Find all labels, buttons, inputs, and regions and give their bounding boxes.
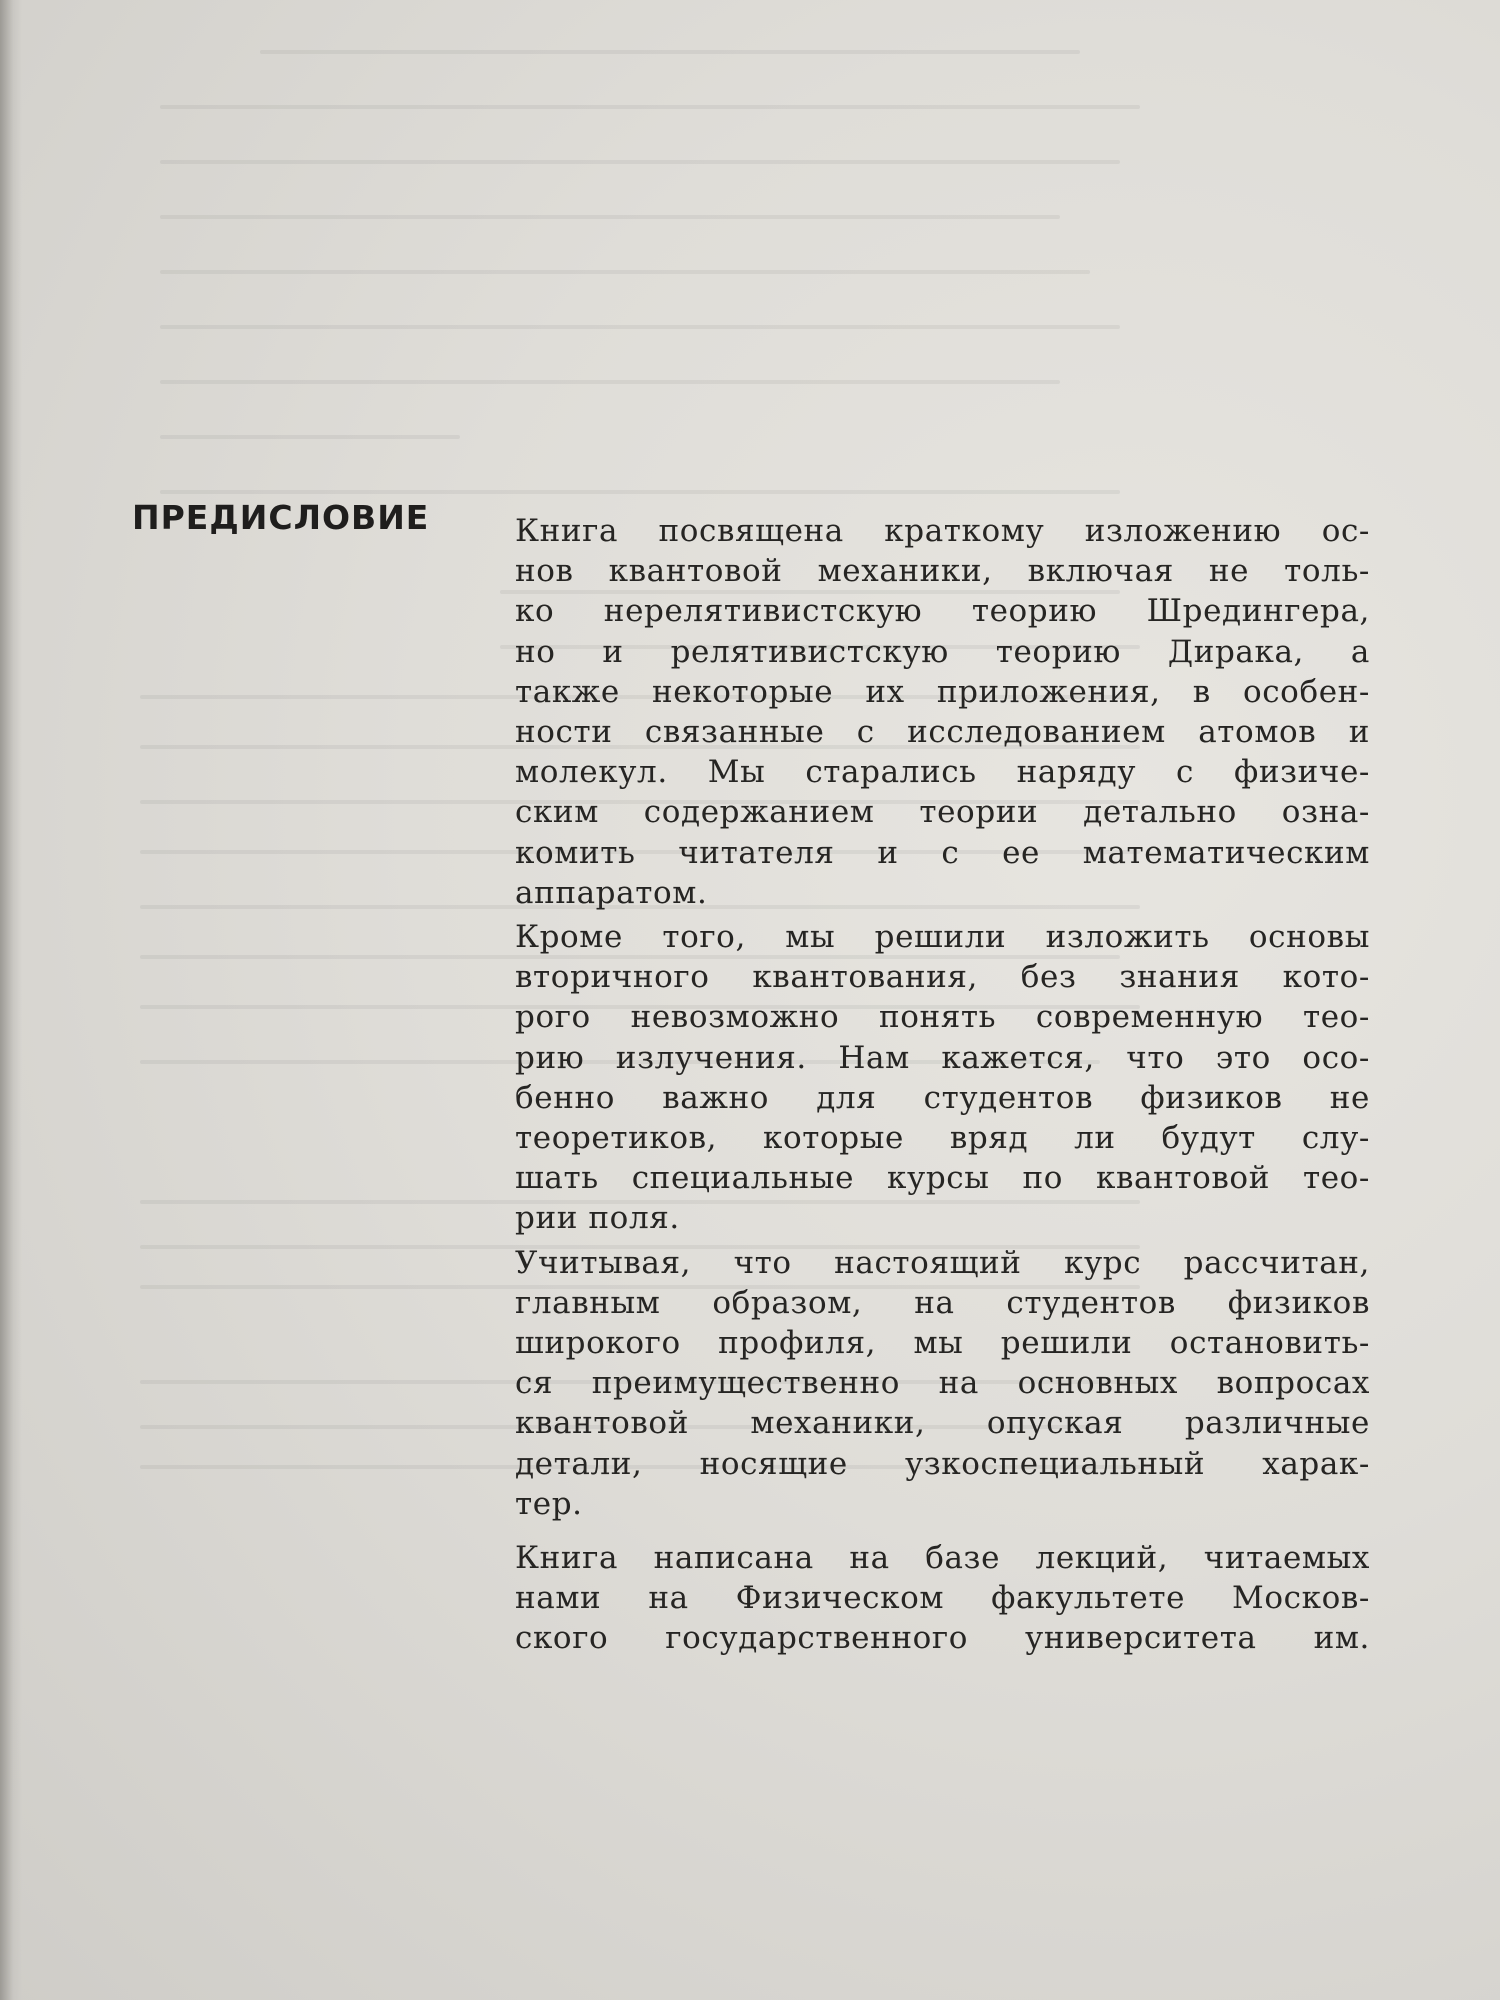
page-binding-edge — [0, 0, 22, 2000]
text-line: Учитывая, что настоящий курс рассчитан, — [515, 1244, 1370, 1281]
text-line: бенно важно для студентов физиков не — [515, 1079, 1370, 1116]
text-line: рию излучения. Нам кажется, что это осо- — [515, 1039, 1370, 1076]
text-line: нами на Физическом факультете Москов- — [515, 1580, 1370, 1617]
text-line: Книга написана на базе лекций, читаемых — [515, 1540, 1370, 1577]
paragraph-1 — [515, 511, 1370, 913]
text-line: Книга посвящена краткому изложению ос- — [515, 513, 1370, 549]
text-line: Кроме того, мы решили изложить основы — [515, 919, 1370, 956]
text-line: комить читателя и с ее математическим — [515, 834, 1370, 871]
text-line: ского государственного университета им. — [515, 1620, 1370, 1657]
text-line: нов квантовой механики, включая не толь- — [515, 553, 1370, 590]
text-line: ся преимущественно на основных вопросах — [515, 1365, 1370, 1402]
text-line: но и релятивистскую теорию Дирака, а — [515, 633, 1370, 670]
preface-body — [515, 511, 1370, 1659]
text-line: шать специальные курсы по квантовой тео- — [515, 1160, 1370, 1197]
text-line: ским содержанием теории детально озна- — [515, 794, 1370, 831]
text-line: широкого профиля, мы решили остановить- — [515, 1325, 1370, 1362]
text-line: также некоторые их приложения, в особен- — [515, 673, 1370, 710]
text-line: ности связанные с исследованием атомов и — [515, 714, 1370, 751]
text-line: рии поля. — [515, 1200, 680, 1237]
text-line: тер. — [515, 1485, 583, 1522]
text-line: аппаратом. — [515, 874, 708, 911]
text-line: главным образом, на студентов физиков — [515, 1284, 1370, 1321]
text-line: рого невозможно понять современную тео- — [515, 999, 1370, 1036]
section-heading: ПРЕДИСЛОВИЕ — [132, 498, 430, 537]
text-line: вторичного квантования, без знания кото- — [515, 959, 1370, 996]
text-line: квантовой механики, опуская различные — [515, 1405, 1370, 1442]
paragraph-4 — [515, 1538, 1370, 1659]
text-line: ко нерелятивистскую теорию Шредингера, — [515, 593, 1370, 630]
paragraph-3 — [515, 1243, 1370, 1524]
paragraph-2 — [515, 917, 1370, 1239]
text-line: детали, носящие узкоспециальный харак- — [515, 1445, 1370, 1482]
text-line: теоретиков, которые вряд ли будут слу- — [515, 1120, 1370, 1157]
text-line: молекул. Мы старались наряду с физиче- — [515, 754, 1370, 791]
